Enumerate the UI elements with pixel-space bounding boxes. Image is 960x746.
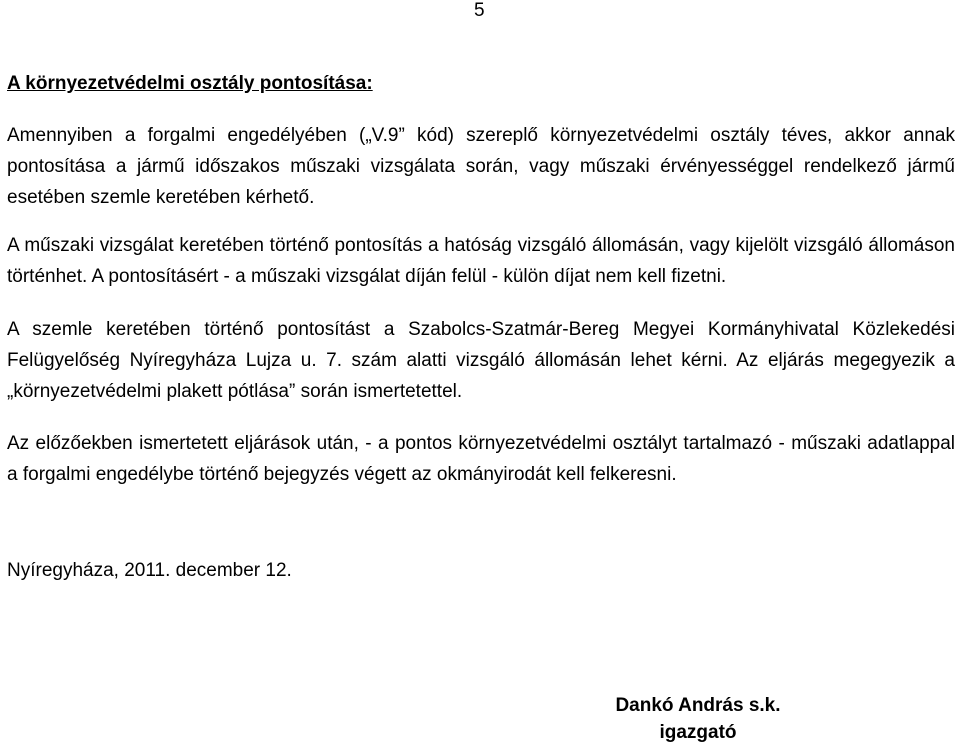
section-heading: A környezetvédelmi osztály pontosítása: — [7, 73, 373, 94]
signer-title: igazgató — [659, 722, 737, 743]
paragraph-3: A szemle keretében történő pontosítást a Szabolcs-Szatmár-Bereg Megyei Kormányhivatal Közlekedési Felügyelőség Nyíregyháza Lujza u. 7. szám alatti vizsgáló állomásán lehet kérni. Az eljárás megegyezik a „környezetvédelmi plakett pótlása” során ismertetettel. — [7, 319, 955, 402]
paragraph-2: A műszaki vizsgálat keretében történő pontosítás a hatóság vizsgáló állomásán, vagy kijelölt vizsgáló állomáson történhet. A pontosításért - a műszaki vizsgálat díján felül - külön díjat nem kell fizetni. — [7, 235, 955, 287]
date-line: Nyíregyháza, 2011. december 12. — [7, 560, 292, 581]
paragraph-1: Amennyiben a forgalmi engedélyében („V.9” kód) szereplő környezetvédelmi osztály téves, akkor annak pontosítása a jármű időszakos műszaki vizsgálata során, vagy műszaki érvényességgel rendelkező jármű esetében szemle keretében kérhető. — [7, 125, 955, 208]
signer-name: Dankó András s.k. — [615, 695, 781, 716]
signature-block — [608, 692, 788, 746]
page-number: 5 — [474, 0, 485, 21]
paragraph-4: Az előzőekben ismertetett eljárások után, - a pontos környezetvédelmi osztályt tartalmazó - műszaki adatlappal a forgalmi engedélybe történő bejegyzés végett az okmányirodát kell felkeresni. — [7, 433, 955, 485]
